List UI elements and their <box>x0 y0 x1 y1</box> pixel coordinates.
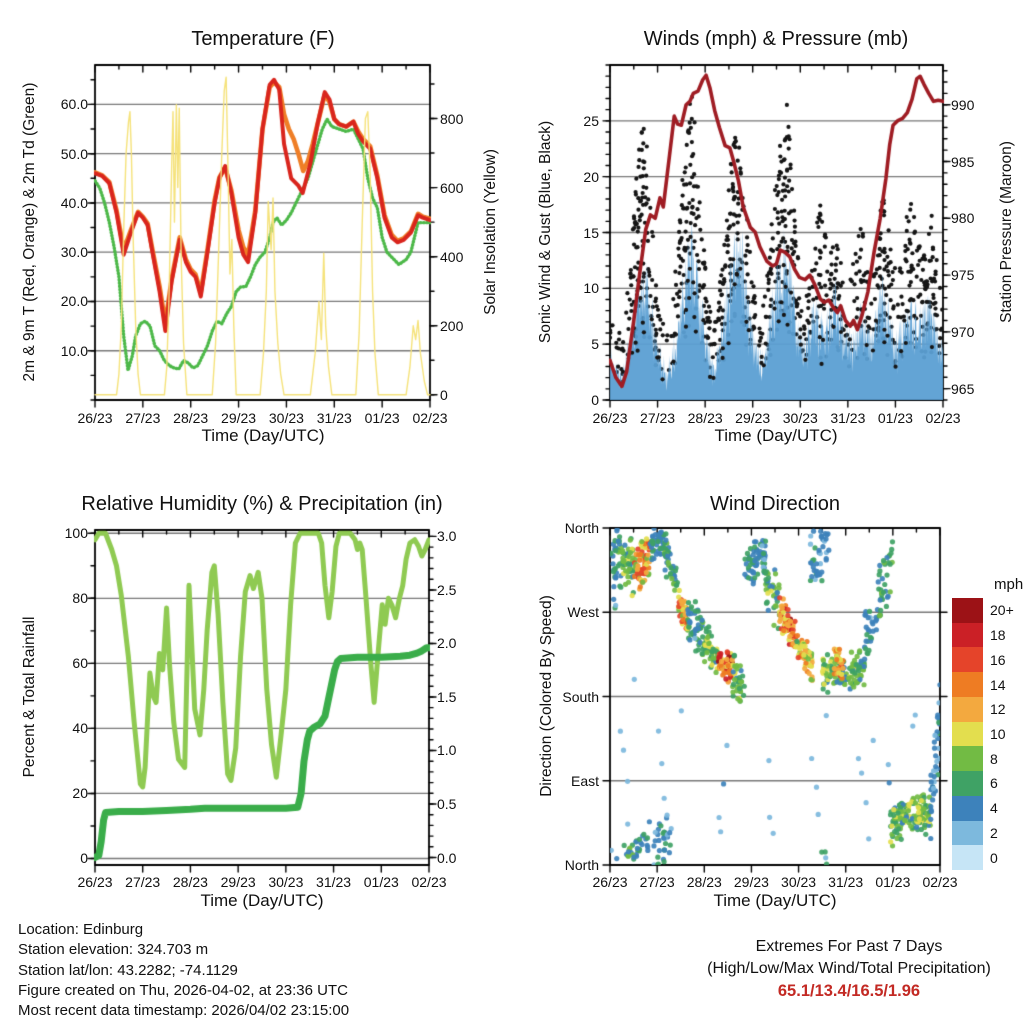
x-tick-label: 02/23 <box>412 410 448 426</box>
x-tick-label: 30/23 <box>782 410 818 426</box>
temperature-x-axis-label: Time (Day/UTC) <box>201 426 325 445</box>
colorbar-tick-label: 0 <box>990 849 998 866</box>
station-info <box>18 920 349 1021</box>
footer-line: Location: Edinburg <box>18 921 144 938</box>
y-tick-label: 20.0 <box>60 293 88 310</box>
x-tick-label: 30/23 <box>781 874 817 890</box>
x-tick-label: 01/23 <box>363 874 399 890</box>
x-tick-label: 01/23 <box>875 874 911 890</box>
y-tick-label: 100 <box>64 525 88 542</box>
y-right-tick-label: 200 <box>440 317 464 334</box>
y-right-tick-label: 990 <box>951 96 975 113</box>
extremes-block <box>707 936 991 1002</box>
x-tick-label: 30/23 <box>268 410 304 426</box>
x-tick-label: 31/23 <box>316 874 352 890</box>
x-tick-label: 27/23 <box>125 410 161 426</box>
y-tick-label: 0 <box>591 392 599 408</box>
x-tick-label: 30/23 <box>268 874 304 890</box>
colorbar-tick-label: 4 <box>990 800 998 817</box>
y-right-tick-label: 0 <box>440 386 448 403</box>
colorbar-tick-label: 8 <box>990 750 998 767</box>
x-tick-label: 31/23 <box>316 410 352 426</box>
y-tick-label: 60 <box>72 655 88 672</box>
y-tick-label: 15 <box>583 224 599 241</box>
winds-x-axis-label: Time (Day/UTC) <box>714 426 838 445</box>
colorbar-swatch <box>952 647 983 672</box>
y-right-tick-label: 985 <box>951 153 975 170</box>
x-tick-label: 02/23 <box>922 874 958 890</box>
colorbar-swatch <box>952 746 983 771</box>
x-tick-label: 26/23 <box>77 410 113 426</box>
y-tick-label: North <box>564 857 599 873</box>
x-tick-label: 27/23 <box>125 874 161 890</box>
x-tick-label: 31/23 <box>828 874 864 890</box>
colorbar-swatch <box>952 598 983 623</box>
wind-y-axis-label: Sonic Wind & Gust (Blue, Black) <box>537 120 554 344</box>
y-tick-label: East <box>570 772 599 789</box>
y-right-tick-label: 3.0 <box>437 528 457 545</box>
y-tick-label: 10.0 <box>60 342 88 359</box>
x-tick-label: 28/23 <box>172 874 208 890</box>
y-tick-label: 20 <box>72 785 88 802</box>
footer-line: Figure created on Thu, 2026-04-02, at 23:36 UTC <box>18 981 348 999</box>
direction-y-axis-label: Direction (Colored By Speed) <box>538 595 555 797</box>
y-tick-label: 40 <box>72 720 88 737</box>
temperature-y-axis-label: 2m & 9m T (Red, Orange) & 2m Td (Green) <box>21 82 38 382</box>
y-tick-label: West <box>567 604 599 621</box>
colorbar-swatch <box>952 722 983 747</box>
colorbar-tick-label: 6 <box>990 775 998 792</box>
x-tick-label: 27/23 <box>640 410 676 426</box>
x-tick-label: 26/23 <box>77 874 113 890</box>
x-tick-label: 29/23 <box>735 410 771 426</box>
x-tick-label: 31/23 <box>830 410 866 426</box>
y-right-tick-label: 975 <box>951 267 975 284</box>
humidity-x-axis-label: Time (Day/UTC) <box>200 891 324 910</box>
extremes-subtitle: (High/Low/Max Wind/Total Precipitation) <box>707 960 991 977</box>
y-tick-label: 5 <box>591 336 599 353</box>
colorbar-tick-label: 2 <box>990 824 998 841</box>
footer-line: Most recent data timestamp: 2026/04/02 23:15:00 <box>18 1002 350 1020</box>
speed-colorbar <box>952 598 983 870</box>
y-right-tick-label: 965 <box>951 380 975 397</box>
x-tick-label: 26/23 <box>592 874 628 890</box>
colorbar-swatch <box>952 697 983 722</box>
x-tick-label: 26/23 <box>592 410 628 426</box>
wind-direction-chart-title: Wind Direction <box>709 493 841 515</box>
pressure-y-axis-label: Station Pressure (Maroon) <box>998 141 1015 323</box>
y-tick-label: 0 <box>80 850 88 867</box>
solar-y-axis-label: Solar Insolation (Yellow) <box>482 149 499 315</box>
y-right-tick-label: 970 <box>951 323 975 340</box>
x-tick-label: 29/23 <box>221 410 257 426</box>
colorbar-title: mph <box>994 576 1024 593</box>
colorbar-tick-label: 18 <box>990 627 1006 644</box>
y-right-tick-label: 0.0 <box>437 849 457 866</box>
colorbar-swatch <box>952 845 983 870</box>
temperature-chart-title: Temperature (F) <box>191 28 335 50</box>
y-right-tick-label: 980 <box>951 210 975 227</box>
y-right-tick-label: 400 <box>440 248 464 265</box>
x-tick-label: 01/23 <box>364 410 400 426</box>
humidity-chart-title: Relative Humidity (%) & Precipitation (in) <box>81 493 443 515</box>
y-tick-label: 50.0 <box>60 145 88 162</box>
y-right-tick-label: 1.5 <box>437 688 457 705</box>
y-tick-label: North <box>564 520 599 536</box>
y-tick-label: 25 <box>583 112 599 129</box>
x-tick-label: 01/23 <box>877 410 913 426</box>
y-right-tick-label: 1.0 <box>437 742 457 759</box>
y-tick-label: 60.0 <box>60 96 88 113</box>
x-tick-label: 02/23 <box>411 874 447 890</box>
colorbar-tick-label: 12 <box>990 701 1006 718</box>
colorbar-swatch <box>952 672 983 697</box>
x-tick-label: 28/23 <box>173 410 209 426</box>
y-tick-label: 40.0 <box>60 194 88 211</box>
x-tick-label: 29/23 <box>220 874 256 890</box>
colorbar-tick-label: 16 <box>990 651 1006 668</box>
extremes-values: 65.1/13.4/16.5/1.96 <box>777 982 921 1000</box>
humidity-y-axis-label: Percent & Total Rainfall <box>21 616 38 778</box>
x-tick-label: 28/23 <box>686 874 722 890</box>
colorbar-tick-label: 14 <box>990 676 1006 693</box>
y-right-tick-label: 0.5 <box>437 795 457 812</box>
colorbar-swatch <box>952 821 983 846</box>
colorbar-tick-label: 20+ <box>990 602 1014 619</box>
y-tick-label: 10 <box>583 280 599 297</box>
footer-line: Station lat/lon: 43.2282; -74.1129 <box>18 961 238 979</box>
y-right-tick-label: 2.0 <box>437 635 457 652</box>
y-tick-label: 80 <box>72 590 88 607</box>
y-right-tick-label: 2.5 <box>437 581 457 598</box>
x-tick-label: 28/23 <box>687 410 723 426</box>
y-right-tick-label: 600 <box>440 179 464 196</box>
y-right-tick-label: 800 <box>440 110 464 127</box>
x-tick-label: 02/23 <box>925 410 961 426</box>
x-tick-label: 27/23 <box>639 874 675 890</box>
colorbar-swatch <box>952 623 983 648</box>
y-tick-label: South <box>562 688 599 705</box>
wind-direction-x-axis-label: Time (Day/UTC) <box>713 891 837 910</box>
y-tick-label: 30.0 <box>60 244 88 261</box>
colorbar-swatch <box>952 796 983 821</box>
y-tick-label: 20 <box>583 168 599 185</box>
winds-chart-title: Winds (mph) & Pressure (mb) <box>643 28 909 50</box>
colorbar-swatch <box>952 771 983 796</box>
x-tick-label: 29/23 <box>733 874 769 890</box>
colorbar-tick-label: 10 <box>990 726 1006 742</box>
extremes-title: Extremes For Past 7 Days <box>755 938 943 955</box>
footer-line: Station elevation: 324.703 m <box>18 941 209 959</box>
